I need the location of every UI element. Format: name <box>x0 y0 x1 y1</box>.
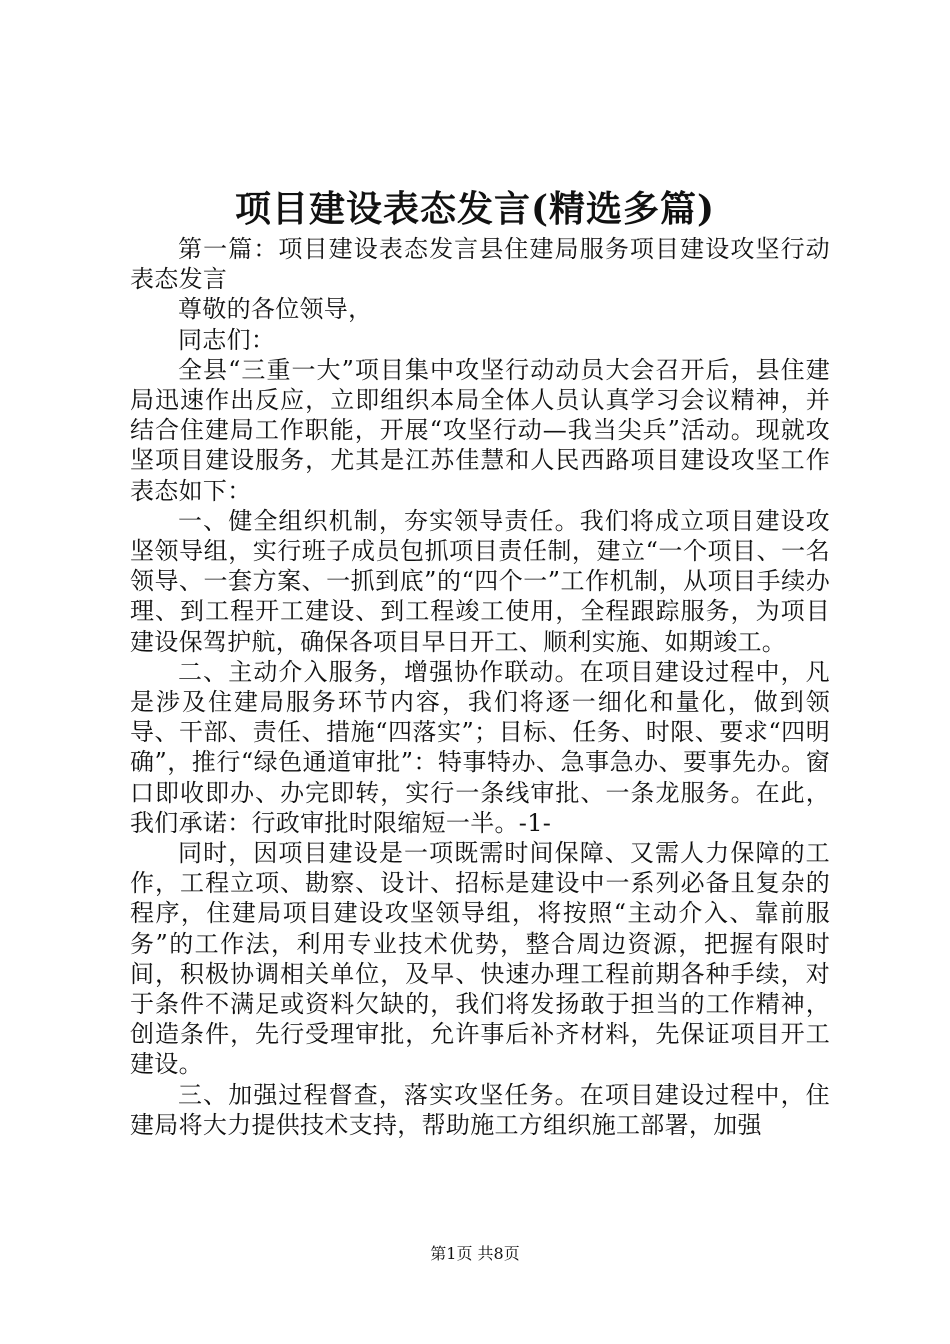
paragraph-point-3: 三、加强过程督查，落实攻坚任务。在项目建设过程中，住建局将大力提供技术支持，帮助施工方组织施工部署，加强 <box>130 1080 830 1139</box>
paragraph-intro: 全县“三重一大”项目集中攻坚行动动员大会召开后，县住建局迅速作出反应，立即组织本局全体人员认真学习会议精神，并结合住建局工作职能，开展“攻坚行动—我当尖兵”活动。现就攻坚项目建设服务，尤其是江苏佳慧和人民西路项目建设攻坚工作表态如下： <box>130 355 830 505</box>
paragraph-point-2: 二、主动介入服务，增强协作联动。在项目建设过程中，凡是涉及住建局服务环节内容，我们将逐一细化和量化，做到领导、干部、责任、措施“四落实”；目标、任务、时限、要求“四明确”，推行“绿色通道审批”：特事特办、急事急办、要事先办。窗口即收即办、办完即转，实行一条线审批、一条龙服务。在此，我们承诺：行政审批时限缩短一半。-1- <box>130 657 830 837</box>
paragraph-greeting: 同志们： <box>178 325 276 354</box>
paragraph-point-1: 一、健全组织机制，夯实领导责任。我们将成立项目建设攻坚领导组，实行班子成员包抓项目责任制，建立“一个项目、一名领导、一套方案、一抓到底”的“四个一”工作机制，从项目手续办理、到工程开工建设、到工程竣工使用，全程跟踪服务，为项目建设保驾护航，确保各项目早日开工、顺利实施、如期竣工。 <box>130 506 830 656</box>
document-title: 项目建设表态发言(精选多篇) <box>234 188 716 230</box>
paragraph-salutation: 尊敬的各位领导， <box>178 295 373 324</box>
paragraph-meanwhile: 同时，因项目建设是一项既需时间保障、又需人力保障的工作，工程立项、勘察、设计、招标是建设中一系列必备且复杂的程序，住建局项目建设攻坚领导组，将按照“主动介入、靠前服务”的工作法，利用专业技术优势，整合周边资源，把握有限时间，积极协调相关单位，及早、快速办理工程前期各种手续，对于条件不满足或资料欠缺的，我们将发扬敢于担当的工作精神，创造条件，先行受理审批，允许事后补齐材料，先保证项目开工建设。 <box>130 839 830 1079</box>
page-number-footer: 第1页 共8页 <box>430 1244 520 1263</box>
paragraph-chapter-heading: 第一篇：项目建设表态发言县住建局服务项目建设攻坚行动表态发言 <box>130 235 830 294</box>
document-body <box>130 234 830 1140</box>
